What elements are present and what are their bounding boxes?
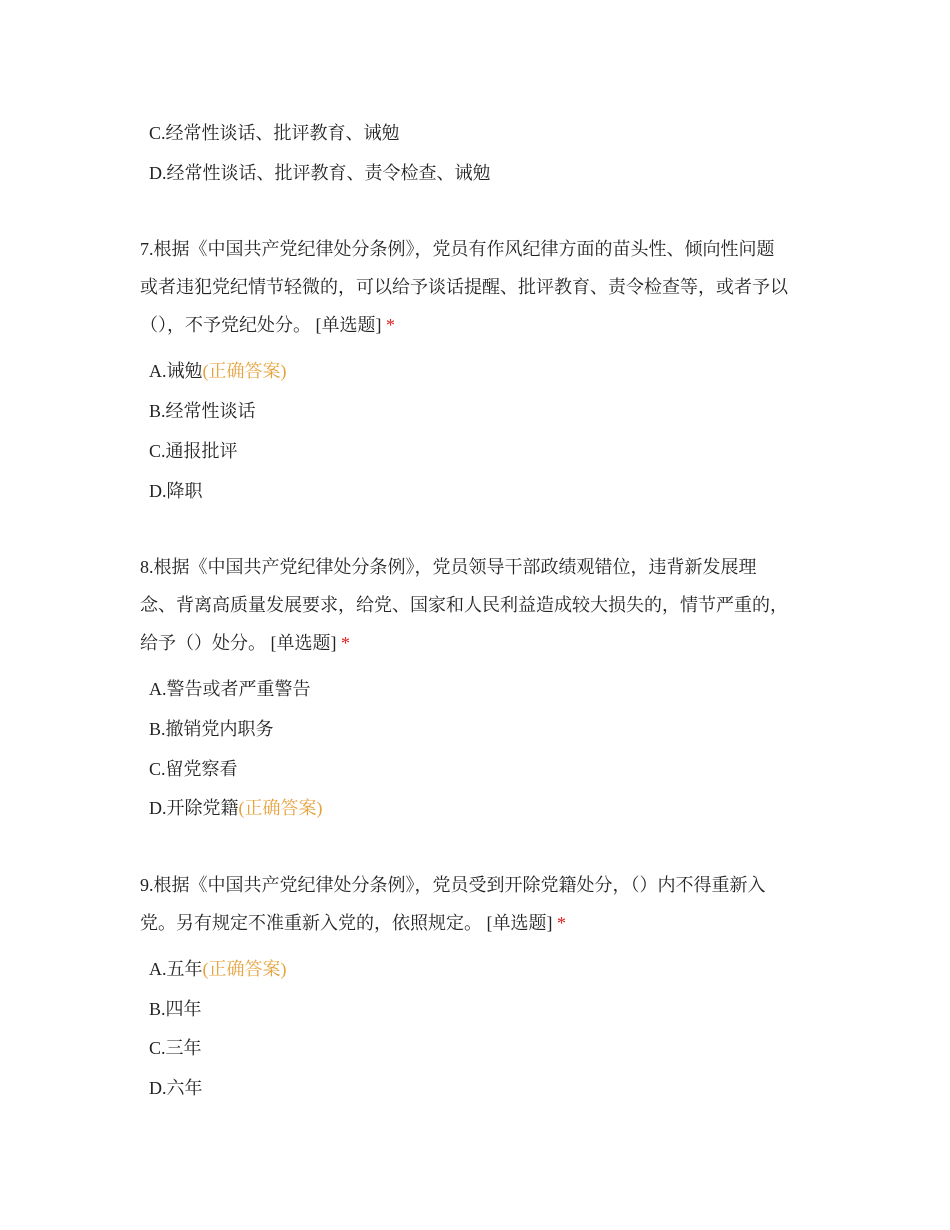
correct-answer-mark: (正确答案) [202,361,287,381]
question-9-option-b[interactable] [149,997,202,1021]
question-7-option-a[interactable] [149,359,287,383]
question-7-line-2: 或者违犯党纪情节轻微的，可以给予谈话提醒、批评教育、责令检查等，或者予以 [140,277,788,297]
option-text: D.经常性谈话、批评教育、责令检查、诫勉 [149,163,491,183]
required-mark: * [557,913,566,933]
question-7-line-1: 7.根据《中国共产党纪律处分条例》，党员有作风纪律方面的苗头性、倾向性问题 [140,239,775,259]
option-text: B.撤销党内职务 [149,719,274,739]
question-text: 党。另有规定不准重新入党的，依照规定。 [140,913,482,933]
option-c[interactable] [149,121,400,145]
question-9-line-1: 9.根据《中国共产党纪律处分条例》，党员受到开除党籍处分，（）内不得重新入 [140,875,766,895]
option-text: B.四年 [149,999,202,1019]
question-9-option-c[interactable] [149,1036,202,1060]
question-8-option-c[interactable] [149,757,238,781]
option-text: D.降职 [149,481,203,501]
question-7-option-d[interactable] [149,479,203,503]
question-9-line-2 [140,911,566,935]
question-8-line-1: 8.根据《中国共产党纪律处分条例》，党员领导干部政绩观错位，违背新发展理 [140,557,757,577]
question-type-tag: [单选题] [315,315,382,335]
question-9-option-a[interactable] [149,957,287,981]
correct-answer-mark: (正确答案) [238,798,323,818]
option-text: A.诫勉 [149,361,203,381]
question-7-line-3 [140,313,395,337]
required-mark: * [386,315,395,335]
option-d[interactable] [149,161,491,185]
option-text: A.五年 [149,959,203,979]
question-type-tag: [单选题] [270,633,337,653]
option-text: D.开除党籍 [149,798,239,818]
correct-answer-mark: (正确答案) [202,959,287,979]
question-8-line-3 [140,631,350,655]
question-7-option-c[interactable] [149,439,238,463]
question-8-option-a[interactable] [149,677,311,701]
option-text: C.经常性谈话、批评教育、诫勉 [149,123,400,143]
question-text: 给予（）处分。 [140,633,266,653]
question-8-option-d[interactable] [149,796,323,820]
question-9-option-d[interactable] [149,1076,203,1100]
question-8-option-b[interactable] [149,717,274,741]
option-text: A.警告或者严重警告 [149,679,311,699]
question-type-tag: [单选题] [486,913,553,933]
question-8-line-2: 念、背离高质量发展要求，给党、国家和人民利益造成较大损失的，情节严重的， [140,595,788,615]
option-text: C.留党察看 [149,759,238,779]
option-text: C.通报批评 [149,441,238,461]
option-text: B.经常性谈话 [149,401,256,421]
question-7-option-b[interactable] [149,399,256,423]
required-mark: * [341,633,350,653]
option-text: D.六年 [149,1078,203,1098]
question-text: （），不予党纪处分。 [140,315,311,335]
option-text: C.三年 [149,1038,202,1058]
